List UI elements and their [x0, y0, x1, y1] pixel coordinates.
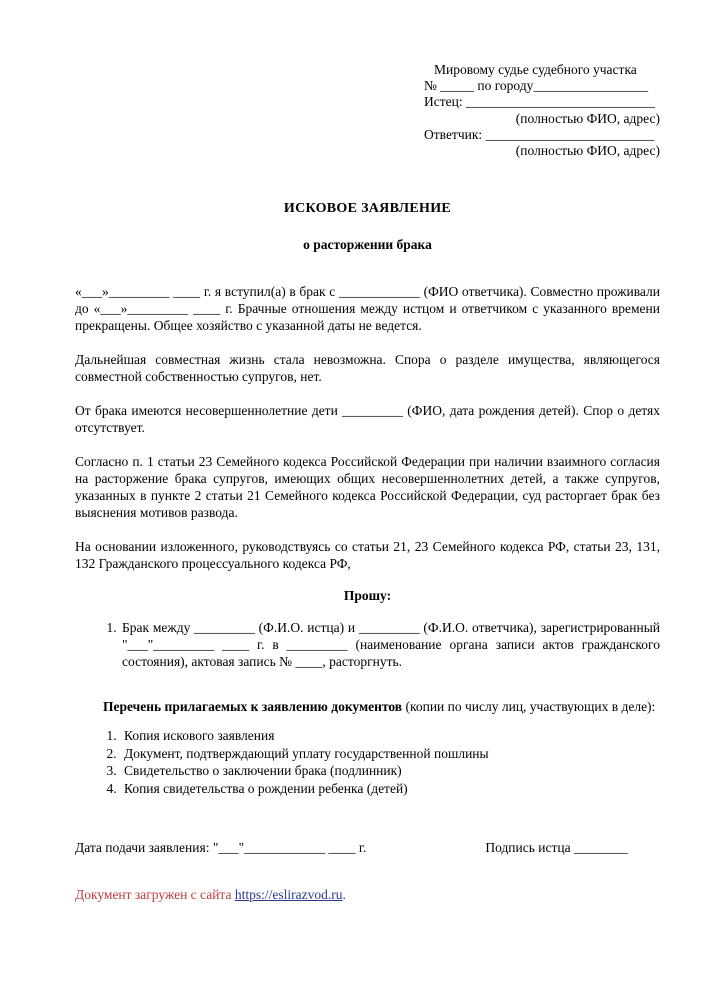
source-period: . — [342, 887, 346, 903]
attachment-item: 1. Копия искового заявления — [120, 727, 660, 745]
attachments-list — [75, 727, 660, 797]
plaintiff-line: Истец: ____________________________ — [424, 94, 655, 110]
attachment-item: 4. Копия свидетельства о рождении ребенка (детей) — [120, 780, 660, 798]
plaintiff-hint: (полностью ФИО, адрес) — [515, 110, 660, 126]
filing-date-line: Дата подачи заявления: "___"____________ ____ г. — [75, 840, 367, 856]
source-link[interactable]: https://eslirazvod.ru — [234, 887, 343, 903]
court-address-block — [424, 62, 660, 159]
signature-line: Подпись истца ________ — [485, 840, 628, 856]
defendant-line: Ответчик: _________________________ — [424, 126, 655, 142]
attachment-item: 3. Свидетельство о заключении брака (подлинник) — [120, 762, 660, 780]
court-judge-line: Мировому судье судебного участка — [434, 62, 637, 77]
paragraph-conclusion: На основании изложенного, руководствуясь со статьи 21, 23 Семейного кодекса РФ, статьи 23, 131, 132 Гражданского процессуального кодекса РФ, — [75, 539, 660, 572]
source-note: Документ загружен с сайта — [75, 887, 235, 903]
attachments-heading — [75, 698, 660, 715]
attachment-item: 2. Документ, подтверждающий уплату государственной пошлины — [120, 745, 660, 763]
signature-row — [75, 839, 660, 856]
paragraph-joint-life: Дальнейшая совместная жизнь стала невозможна. Спора о разделе имущества, являющегося совместной собственностью супругов, нет. — [75, 352, 660, 385]
attachments-heading-bold: Перечень прилагаемых к заявлению документов — [103, 699, 403, 715]
source-row — [75, 886, 660, 903]
paragraph-legal-basis: Согласно п. 1 статьи 23 Семейного кодекса Российской Федерации при наличии взаимного согласия на расторжение брака супругов, имеющих общих несовершеннолетних детей, а также супругов, указанных в пункте 2 статьи 21 Семейного кодекса Российской Федерации, суд расторгает брак без выяснения мотивов развода. — [75, 454, 660, 521]
document-title: ИСКОВОЕ ЗАЯВЛЕНИЕ — [283, 201, 452, 217]
document-subtitle: о расторжении брака — [303, 237, 432, 253]
defendant-hint: (полностью ФИО, адрес) — [515, 143, 660, 159]
paragraph-children: От брака имеются несовершеннолетние дети _________ (ФИО, дата рождения детей). Спор о детях отсутствует. — [75, 403, 660, 436]
request-list — [75, 619, 660, 670]
request-heading: Прошу: — [343, 588, 392, 604]
request-item: 1. Брак между _________ (Ф.И.О. истца) и _________ (Ф.И.О. ответчика), зарегистрированный "___"_________ ____ г. в _________ (наименование органа записи актов гражданского состояния), актовая запись № ____, расторгнуть. — [120, 619, 660, 670]
attachments-heading-rest: (копии по числу лиц, участвующих в деле): — [402, 699, 656, 715]
paragraph-marriage-date: «___»_________ ____ г. я вступил(а) в брак с ____________ (ФИО ответчика). Совместно проживали до «___»_________ ____ г. Брачные отношения между истцом и ответчиком с указанного времени прекращены. Общее хозяйство с указанной даты не ведется. — [75, 284, 660, 334]
court-number-city-line: № _____ по городу_________________ — [424, 78, 649, 94]
